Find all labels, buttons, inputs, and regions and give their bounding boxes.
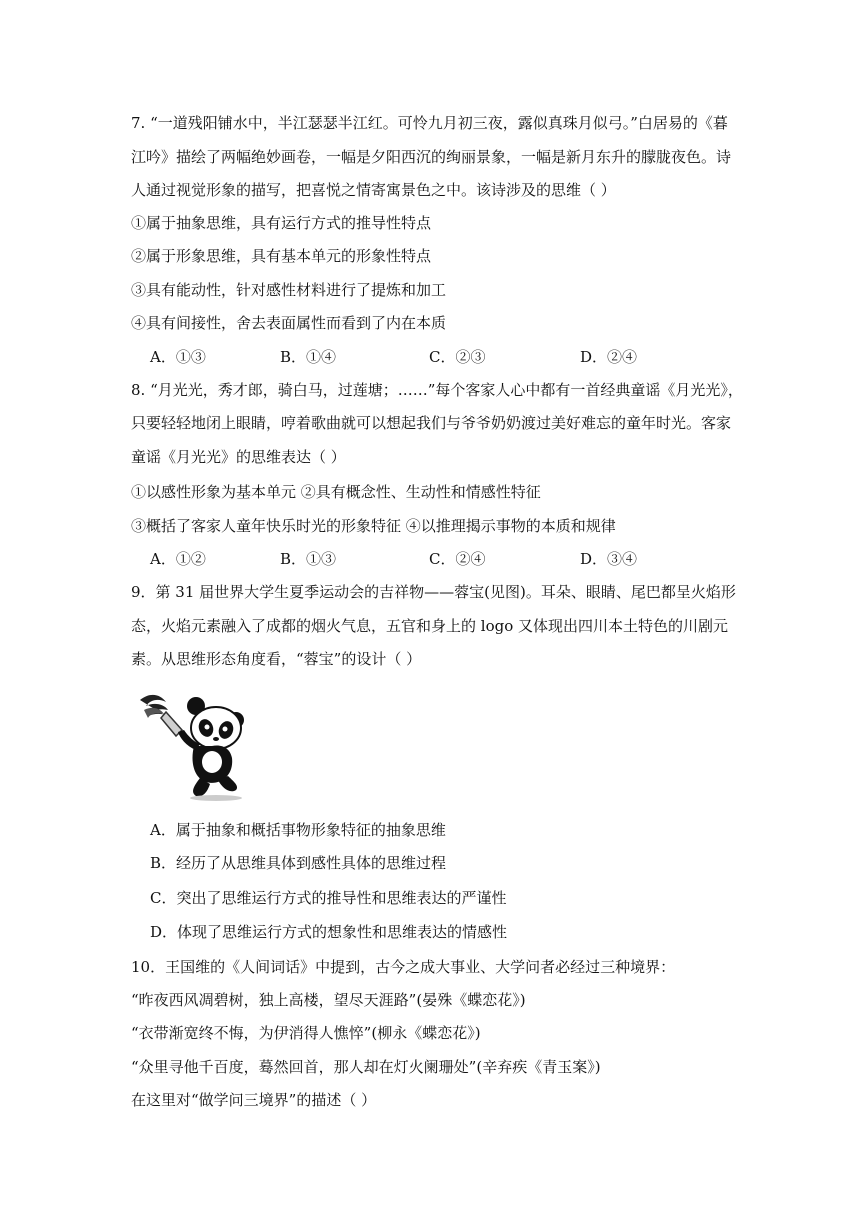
q10-stem-line-1: 10．王国维的《人间词话》中提到，古今之成大事业、大学问者必经过三种境界：	[131, 958, 676, 976]
q9-option-b[interactable]: B．经历了从思维具体到感性具体的思维过程	[150, 854, 447, 872]
q7-stem-line-3: 人通过视觉形象的描写，把喜悦之情寄寓景色之中。该诗涉及的思维（ ）	[131, 181, 616, 199]
q7-statement-3: ③具有能动性，针对感性材料进行了提炼和加工	[131, 281, 447, 299]
q7-stem-line-2: 江吟》描绘了两幅绝妙画卷，一幅是夕阳西沉的绚丽景象，一幅是新月东升的朦胧夜色。诗	[131, 148, 732, 166]
q9-option-c[interactable]: C．突出了思维运行方式的推导性和思维表达的严谨性	[150, 889, 507, 907]
q10-quote-2: “衣带渐宽终不悔，为伊消得人憔悴”(柳永《蝶恋花》)	[131, 1024, 481, 1042]
q7-stem-line-1: 7. “一道残阳铺水中，半江瑟瑟半江红。可怜九月初三夜，露似真珠月似弓。”白居易的《暮	[131, 114, 728, 132]
q8-statement-2: ③概括了客家人童年快乐时光的形象特征 ④以推理揭示事物的本质和规律	[131, 517, 616, 535]
q10-stem-line-5: 在这里对“做学问三境界”的描述（ ）	[131, 1091, 377, 1109]
q8-option-d[interactable]: D．③④	[580, 550, 638, 568]
q10-quote-1: “昨夜西风凋碧树，独上高楼，望尽天涯路”(晏殊《蝶恋花》)	[131, 991, 526, 1009]
q9-stem-line-1: 9．第 31 届世界大学生夏季运动会的吉祥物——蓉宝(见图)。耳朵、眼睛、尾巴都呈火焰形	[131, 583, 736, 601]
q7-statement-1: ①属于抽象思维，具有运行方式的推导性特点	[131, 214, 432, 232]
q8-option-a[interactable]: A．①②	[150, 550, 206, 568]
q7-option-a[interactable]: A．①③	[150, 348, 206, 366]
q9-option-d[interactable]: D．体现了思维运行方式的想象性和思维表达的情感性	[150, 923, 508, 941]
q8-statement-1: ①以感性形象为基本单元 ②具有概念性、生动性和情感性特征	[131, 483, 541, 501]
q9-stem-line-3: 素。从思维形态角度看，“蓉宝”的设计（ ）	[131, 650, 422, 668]
q9-option-a[interactable]: A．属于抽象和概括事物形象特征的抽象思维	[150, 821, 446, 839]
q8-option-b[interactable]: B．①③	[280, 550, 337, 568]
q8-stem-line-2: 只要轻轻地闭上眼睛，哼着歌曲就可以想起我们与爷爷奶奶渡过美好难忘的童年时光。客家	[131, 414, 732, 432]
q8-option-c[interactable]: C．②④	[429, 550, 486, 568]
panda-mascot-icon	[136, 690, 246, 802]
q8-stem-line-3: 童谣《月光光》的思维表达（ ）	[131, 448, 346, 466]
q9-stem-line-2: 态，火焰元素融入了成都的烟火气息，五官和身上的 logo 又体现出四川本土特色的川剧元	[131, 617, 729, 635]
q7-option-d[interactable]: D．②④	[580, 348, 638, 366]
q7-statement-2: ②属于形象思维，具有基本单元的形象性特点	[131, 247, 432, 265]
q8-stem-line-1: 8. “月光光，秀才郎，骑白马，过莲塘；……”每个客家人心中都有一首经典童谣《月光光》，	[131, 381, 743, 399]
q10-quote-3: “众里寻他千百度，蓦然回首，那人却在灯火阑珊处”(辛弃疾《青玉案》)	[131, 1058, 601, 1076]
q7-option-c[interactable]: C．②③	[429, 348, 486, 366]
q7-option-b[interactable]: B．①④	[280, 348, 337, 366]
q7-statement-4: ④具有间接性，舍去表面属性而看到了内在本质	[131, 314, 447, 332]
